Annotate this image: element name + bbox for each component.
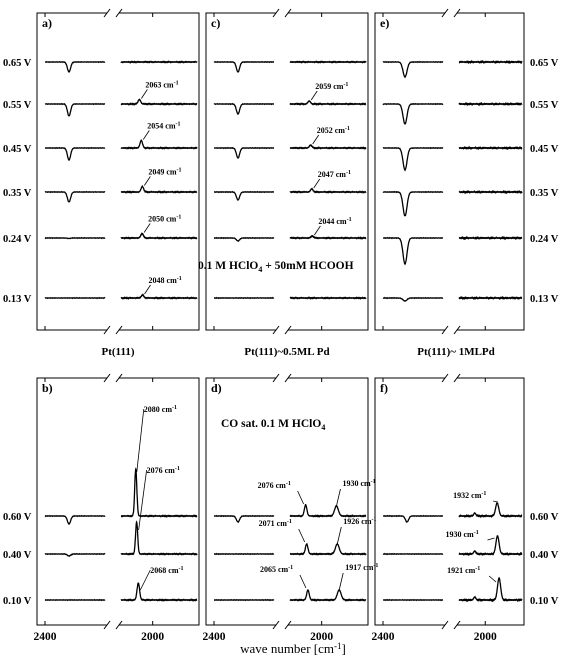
potential-label-left: 0.65 V bbox=[3, 58, 32, 69]
panel-caption: Pt(111) bbox=[101, 346, 135, 358]
x-tick-label: 2400 bbox=[371, 631, 395, 643]
peak-label: 2050 $cm^{-1}$ bbox=[148, 214, 182, 224]
spectrum-line-0p35V bbox=[383, 192, 443, 216]
spectrum-line-0p45V bbox=[290, 145, 366, 148]
spectrum-line-0p65V bbox=[45, 62, 105, 72]
peak-label-leader bbox=[311, 91, 317, 100]
panel-frame bbox=[206, 378, 368, 625]
peak-label-leader bbox=[137, 409, 144, 472]
spectrum-line-0p24V bbox=[45, 238, 105, 239]
peak-label: 2080 $cm^{-1}$ bbox=[143, 405, 177, 414]
x-tick-label: 2000 bbox=[141, 631, 165, 643]
potential-label-right: 0.60 V bbox=[530, 512, 559, 523]
spectrum-line-0p13V bbox=[214, 298, 274, 299]
peak-label: 2048 $cm^{-1}$ bbox=[148, 276, 182, 285]
panel-f bbox=[375, 374, 524, 629]
peak-label-leader bbox=[139, 470, 147, 530]
peak-label: 1921 $cm^{-1}$ bbox=[447, 566, 481, 575]
peak-label: 1926 $cm^{-1}$ bbox=[343, 517, 377, 526]
spectrum-line-0p13V bbox=[290, 298, 366, 299]
spectrum-line-0p35V bbox=[214, 192, 274, 200]
peak-label-leader bbox=[337, 527, 341, 544]
peak-label-leader bbox=[140, 570, 150, 590]
peak-label-leader bbox=[299, 529, 305, 542]
peak-label: 2047 $cm^{-1}$ bbox=[317, 170, 351, 179]
axis-break-gap bbox=[276, 376, 288, 380]
peak-label: 2059 $cm^{-1}$ bbox=[315, 82, 349, 91]
spectrum-line-0p35V bbox=[45, 192, 105, 202]
axis-break-gap bbox=[107, 11, 119, 15]
peak-label: 2054 $cm^{-1}$ bbox=[147, 121, 181, 131]
spectrum-line-0p35V bbox=[121, 186, 197, 192]
potential-label-left: 0.24 V bbox=[3, 234, 32, 245]
peak-label: 2068 $cm^{-1}$ bbox=[150, 566, 184, 575]
spectrum-line-0p10V bbox=[45, 600, 105, 601]
spectrum-line-0p60V bbox=[45, 516, 105, 524]
peak-label-leader bbox=[145, 285, 151, 294]
spectrum-line-0p40V bbox=[290, 544, 366, 555]
peak-label-leader bbox=[300, 575, 306, 588]
x-tick-label: 2400 bbox=[202, 631, 226, 643]
spectrum-line-0p10V bbox=[214, 600, 274, 601]
spectrum-line-0p65V bbox=[290, 62, 366, 63]
peak-label: 2044 $cm^{-1}$ bbox=[318, 217, 352, 226]
spectrum-line-0p45V bbox=[459, 148, 522, 149]
spectrum-line-0p10V bbox=[459, 578, 522, 600]
spectrum-line-0p13V bbox=[45, 298, 105, 299]
spectrum-line-0p35V bbox=[290, 189, 366, 192]
panel-frame bbox=[375, 13, 524, 330]
spectrum-line-0p10V bbox=[383, 600, 443, 601]
spectrum-line-0p24V bbox=[214, 238, 274, 242]
panel-label: e) bbox=[380, 16, 390, 30]
spectrum-line-0p24V bbox=[383, 238, 443, 264]
axis-break-gap bbox=[276, 328, 288, 332]
peak-label-leader bbox=[314, 179, 320, 188]
spectrum-line-0p55V bbox=[290, 101, 366, 104]
potential-label-right: 0.24 V bbox=[530, 234, 559, 245]
axis-break-gap bbox=[107, 376, 119, 380]
peak-label: 1930 $cm^{-1}$ bbox=[445, 530, 479, 539]
spectrum-line-0p13V bbox=[459, 298, 522, 299]
peak-label: 1917 $cm^{-1}$ bbox=[345, 563, 379, 572]
spectrum-line-0p60V bbox=[459, 503, 522, 517]
spectrum-line-0p45V bbox=[383, 148, 443, 171]
potential-label-right: 0.35 V bbox=[530, 188, 559, 199]
panel-e bbox=[375, 9, 524, 334]
potential-label-right: 0.65 V bbox=[530, 58, 559, 69]
peak-label-leader bbox=[144, 224, 150, 233]
potential-label-left: 0.45 V bbox=[3, 144, 32, 155]
spectrum-line-0p60V bbox=[383, 516, 443, 522]
spectrum-line-0p55V bbox=[214, 104, 274, 114]
panel-caption: Pt(111)~0.5ML Pd bbox=[244, 346, 330, 358]
spectrum-line-0p10V bbox=[121, 583, 197, 600]
potential-label-right: 0.45 V bbox=[530, 144, 559, 155]
peak-label: 2065 $cm^{-1}$ bbox=[259, 565, 294, 574]
potential-label-left: 0.60 V bbox=[3, 512, 32, 523]
spectrum-line-0p40V bbox=[214, 554, 274, 555]
spectrum-line-0p65V bbox=[459, 62, 522, 63]
axis-break-gap bbox=[445, 328, 457, 332]
potential-label-right: 0.55 V bbox=[530, 100, 559, 111]
peak-label-leader bbox=[143, 131, 149, 140]
peak-label: 2071 $cm^{-1}$ bbox=[258, 519, 292, 528]
peak-label-leader bbox=[313, 135, 319, 144]
potential-label-left: 0.10 V bbox=[3, 596, 32, 607]
panel-label: a) bbox=[42, 16, 52, 30]
axis-break-gap bbox=[276, 623, 288, 627]
x-tick-label: 2000 bbox=[310, 631, 334, 643]
spectrum-line-0p13V bbox=[383, 298, 443, 301]
spectrum-line-0p10V bbox=[290, 590, 366, 600]
panel-d bbox=[206, 374, 368, 629]
spectrum-line-0p45V bbox=[45, 148, 105, 160]
axis-break-gap bbox=[107, 623, 119, 627]
peak-label: 2076 $cm^{-1}$ bbox=[146, 466, 180, 475]
panel-label: c) bbox=[211, 16, 221, 30]
peak-label-leader bbox=[336, 489, 340, 506]
peak-label-leader bbox=[144, 177, 150, 186]
x-tick-label: 2000 bbox=[473, 631, 497, 643]
peak-label: 2049 $cm^{-1}$ bbox=[148, 167, 182, 177]
electrolyte-label-top: 0.1 M HClO$_4$ + 50mM HCOOH bbox=[198, 260, 354, 274]
peak-label-leader bbox=[488, 538, 495, 540]
peak-label: 1930 $cm^{-1}$ bbox=[342, 479, 376, 488]
spectrum-line-0p65V bbox=[214, 62, 274, 72]
spectrum-line-0p40V bbox=[121, 522, 197, 554]
spectrum-line-0p24V bbox=[290, 236, 366, 239]
axis-break-gap bbox=[445, 376, 457, 380]
spectrum-line-0p60V bbox=[290, 505, 366, 516]
potential-label-left: 0.13 V bbox=[3, 294, 32, 305]
potential-label-left: 0.55 V bbox=[3, 100, 32, 111]
spectrum-line-0p60V bbox=[121, 469, 197, 516]
spectrum-line-0p40V bbox=[383, 554, 443, 555]
panel-label: d) bbox=[211, 381, 222, 395]
electrolyte-label-bottom: CO sat. 0.1 M HClO$_4$ bbox=[221, 418, 326, 432]
axis-break-gap bbox=[445, 623, 457, 627]
spectrum-line-0p40V bbox=[45, 554, 105, 556]
spectrum-line-0p65V bbox=[383, 62, 443, 77]
peak-label-leader bbox=[298, 491, 304, 504]
peak-label-leader bbox=[339, 573, 343, 590]
potential-label-right: 0.10 V bbox=[530, 596, 559, 607]
panel-label: f) bbox=[380, 381, 388, 395]
x-axis-label: wave number $[cm^{-1}]$ bbox=[240, 641, 346, 656]
panel-frame bbox=[375, 378, 524, 625]
spectrum-line-0p45V bbox=[121, 140, 197, 148]
potential-label-right: 0.40 V bbox=[530, 550, 559, 561]
spectrum-line-0p55V bbox=[45, 104, 105, 116]
panel-label: b) bbox=[42, 381, 53, 395]
potential-label-right: 0.13 V bbox=[530, 294, 559, 305]
spectrum-line-0p35V bbox=[459, 192, 522, 193]
peak-label: 1932 $cm^{-1}$ bbox=[453, 491, 487, 500]
spectrum-line-0p24V bbox=[121, 233, 197, 238]
potential-label-left: 0.35 V bbox=[3, 188, 32, 199]
axis-break-gap bbox=[107, 328, 119, 332]
peak-label: 2052 $cm^{-1}$ bbox=[316, 126, 350, 135]
axis-break-gap bbox=[276, 11, 288, 15]
peak-label-leader bbox=[314, 226, 320, 235]
panel-frame bbox=[37, 378, 199, 625]
spectrum-line-0p13V bbox=[121, 295, 197, 299]
peak-label-leader bbox=[489, 576, 496, 582]
spectrum-line-0p65V bbox=[121, 62, 197, 63]
x-tick-label: 2400 bbox=[33, 631, 57, 643]
panel-b bbox=[37, 374, 199, 629]
spectrum-line-0p55V bbox=[459, 104, 522, 105]
peak-label: 2076 $cm^{-1}$ bbox=[257, 481, 291, 490]
spectrum-line-0p55V bbox=[121, 99, 197, 104]
panel-caption: Pt(111)~ 1MLPd bbox=[417, 346, 495, 358]
potential-label-left: 0.40 V bbox=[3, 550, 32, 561]
peak-label-leader bbox=[493, 501, 497, 502]
spectrum-line-0p24V bbox=[459, 238, 522, 239]
axis-break-gap bbox=[445, 11, 457, 15]
spectrum-line-0p55V bbox=[383, 104, 443, 124]
spectrum-line-0p45V bbox=[214, 148, 274, 158]
peak-label: 2063 $cm^{-1}$ bbox=[145, 80, 179, 90]
peak-label-leader bbox=[141, 90, 147, 99]
